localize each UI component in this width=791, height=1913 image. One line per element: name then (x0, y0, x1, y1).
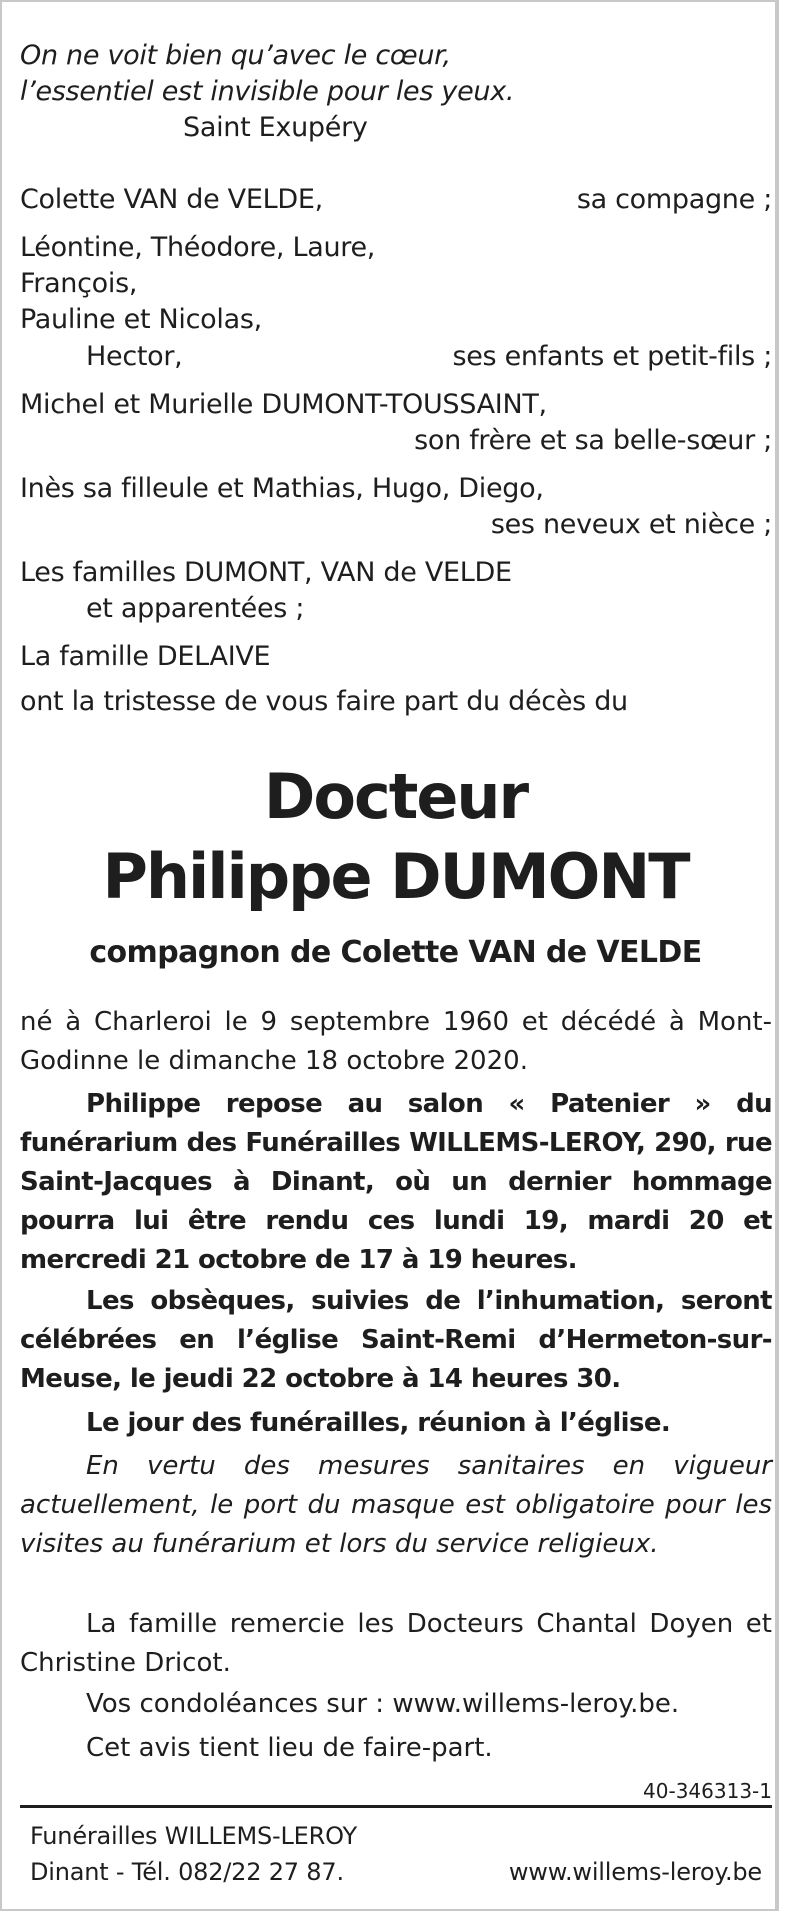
deceased-name: Philippe DUMONT (102, 840, 689, 913)
quote-line-2: l’essentiel est invisible pour les yeux. (20, 76, 515, 107)
obseques-paragraph: Les obsèques, suivies de l’inhumation, seront célébrées en l’église Saint-Remi d’Hermeton-sur-Meuse, le jeudi 22 octobre à 14 heures 30. (20, 1286, 772, 1394)
deceased-subtitle: compagnon de Colette VAN de VELDE (89, 935, 702, 970)
family-brother-role: son frère et sa belle-sœur ; (414, 425, 772, 456)
birth-death-paragraph: né à Charleroi le 9 septembre 1960 et décédé à Mont-Godinne le dimanche 18 octobre 2020. (20, 1007, 772, 1076)
footer-website: www.willems-leroy.be (508, 1858, 762, 1886)
family-families-line-2: et apparentées ; (86, 593, 305, 624)
reference-number: 40-346313-1 (643, 1779, 772, 1803)
quote-author: Saint Exupéry (183, 112, 368, 143)
repose-paragraph: Philippe repose au salon « Patenier » du funérarium des Funérailles WILLEMS-LEROY, 290, rue Saint-Jacques à Dinant, où un dernier hommage pourra lui être rendu ces lundi 19, mardi 20 et mercredi 21 octobre de 17 à 19 heures. (20, 1089, 772, 1275)
condolences-paragraph: Vos condoléances sur : www.willems-leroy.be. (86, 1689, 680, 1719)
family-families-line-1: Les familles DUMONT, VAN de VELDE (20, 557, 512, 588)
family-children-line-2: François, (20, 268, 138, 299)
faire-part-paragraph: Cet avis tient lieu de faire-part. (86, 1733, 493, 1763)
family-nephews-name: Inès sa filleule et Mathias, Hugo, Diego, (20, 473, 544, 504)
family-grandchild: Hector, (86, 341, 183, 372)
family-colette-name: Colette VAN de VELDE, (20, 184, 323, 215)
family-brother-name: Michel et Murielle DUMONT-TOUSSAINT, (20, 389, 547, 420)
family-children-role: ses enfants et petit-fils ; (452, 341, 772, 372)
footer-phone: Dinant - Tél. 082/22 27 87. (30, 1858, 344, 1886)
sanitary-paragraph: En vertu des mesures sanitaires en vigueur actuellement, le port du masque est obligatoire pour les visites au funérarium et lors du service religieux. (20, 1451, 772, 1559)
family-nephews-role: ses neveux et nièce ; (490, 509, 772, 540)
footer-divider (20, 1805, 772, 1808)
thanks-paragraph: La famille remercie les Docteurs Chantal Doyen et Christine Dricot. (20, 1609, 772, 1678)
deceased-title: Docteur (263, 760, 528, 833)
family-children-line-1: Léontine, Théodore, Laure, (20, 232, 376, 263)
family-delaive: La famille DELAIVE (20, 641, 271, 672)
announcement-text: ont la tristesse de vous faire part du décès du (20, 686, 628, 717)
family-children-line-3: Pauline et Nicolas, (20, 304, 262, 335)
family-colette-role: sa compagne ; (576, 184, 772, 215)
quote-line-1: On ne voit bien qu’avec le cœur, (20, 40, 451, 71)
footer-company: Funérailles WILLEMS-LEROY (30, 1822, 357, 1850)
reunion-paragraph: Le jour des funérailles, réunion à l’église. (86, 1408, 671, 1438)
